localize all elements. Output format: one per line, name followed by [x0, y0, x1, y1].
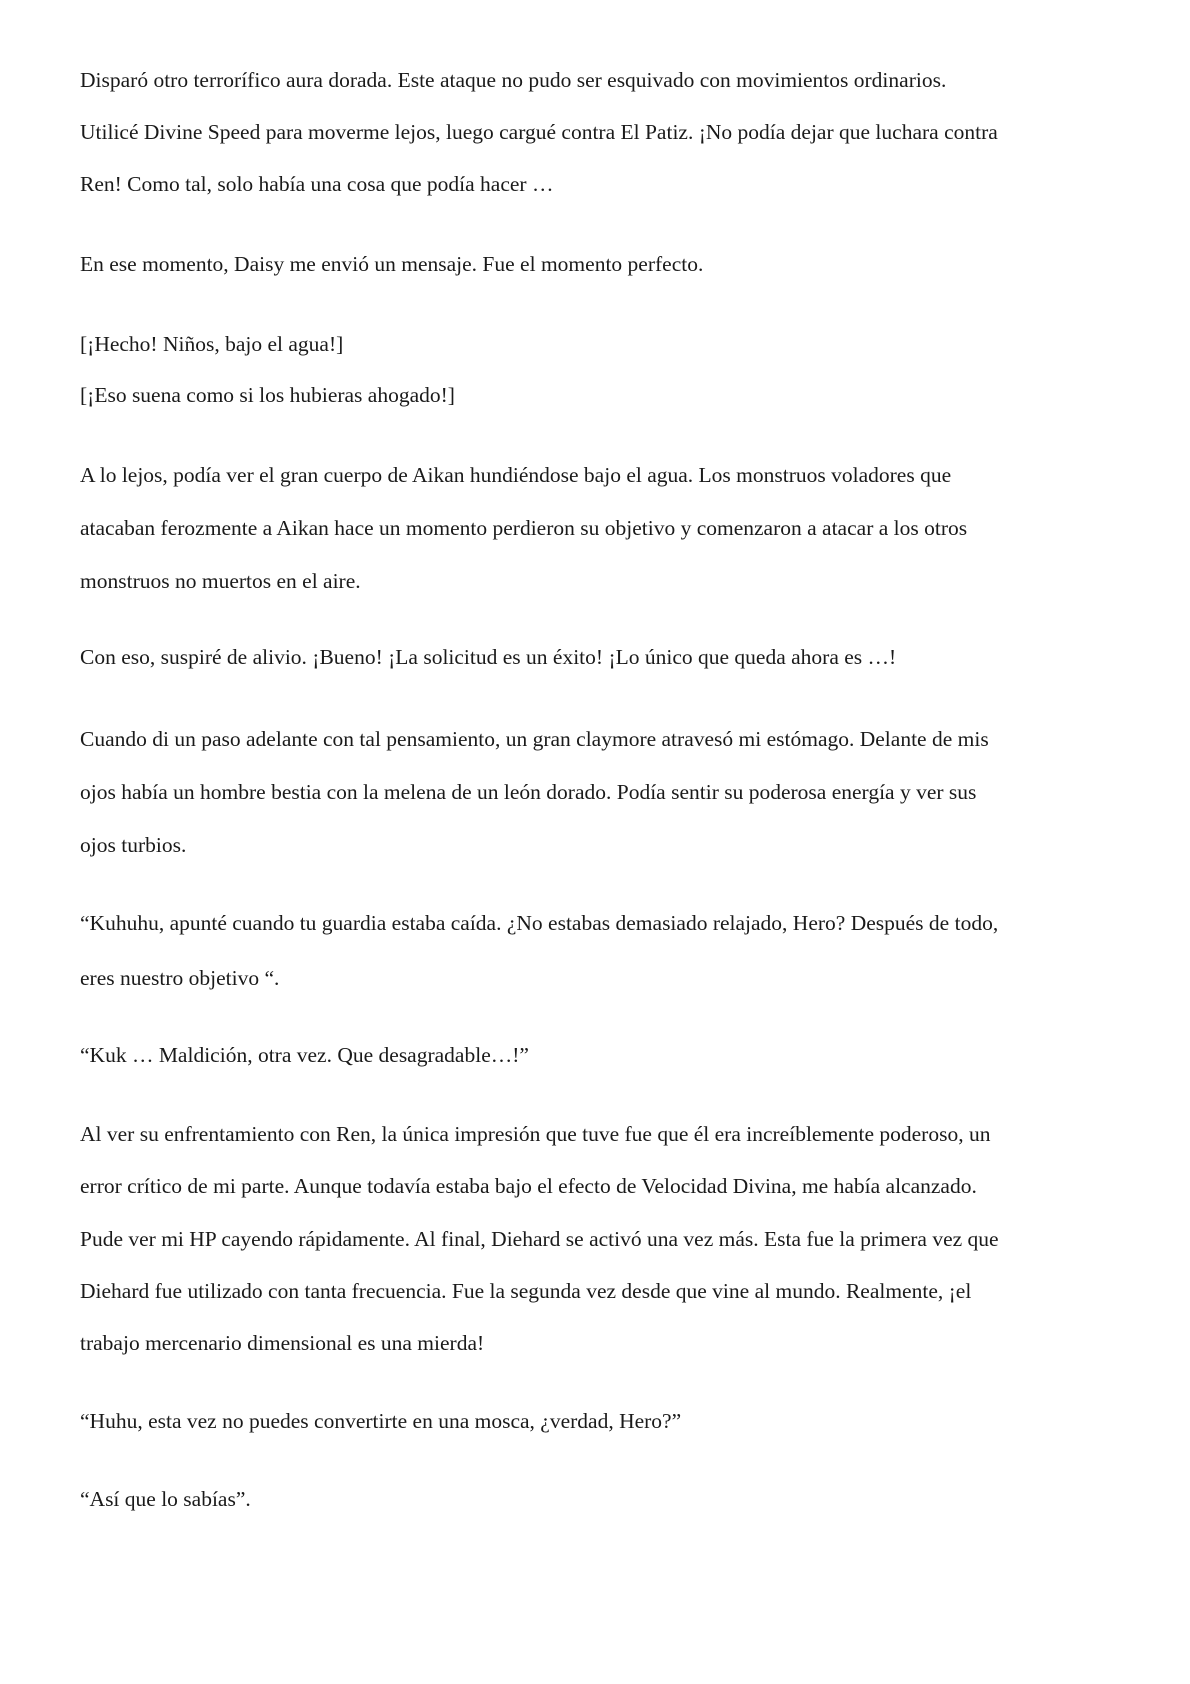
- text-line: Cuando di un paso adelante con tal pensamiento, un gran claymore atravesó mi estómago. Delante de mis: [80, 727, 989, 751]
- text-line: Con eso, suspiré de alivio. ¡Bueno! ¡La solicitud es un éxito! ¡Lo único que queda ahora es …!: [80, 645, 897, 669]
- text-line: eres nuestro objetivo “.: [80, 966, 280, 990]
- text-line: ojos había un hombre bestia con la melena de un león dorado. Podía sentir su poderosa energía y ver sus: [80, 780, 977, 804]
- text-line: Utilicé Divine Speed para moverme lejos, luego cargué contra El Patiz. ¡No podía dejar que luchara contra: [80, 120, 998, 144]
- text-line: “Kuk … Maldición, otra vez. Que desagradable…!”: [80, 1043, 529, 1067]
- text-line: A lo lejos, podía ver el gran cuerpo de Aikan hundiéndose bajo el agua. Los monstruos voladores que: [80, 463, 952, 487]
- text-line: En ese momento, Daisy me envió un mensaje. Fue el momento perfecto.: [80, 252, 704, 276]
- text-line: Ren! Como tal, solo había una cosa que podía hacer …: [80, 172, 554, 196]
- text-line: error crítico de mi parte. Aunque todavía estaba bajo el efecto de Velocidad Divina, me había alcanzado.: [80, 1174, 977, 1198]
- text-line: “Kuhuhu, apunté cuando tu guardia estaba caída. ¿No estabas demasiado relajado, Hero? Después de todo,: [80, 911, 999, 935]
- text-line: [¡Hecho! Niños, bajo el agua!]: [80, 332, 344, 356]
- text-line: monstruos no muertos en el aire.: [80, 569, 361, 593]
- text-line: ojos turbios.: [80, 833, 187, 857]
- text-line: Diehard fue utilizado con tanta frecuencia. Fue la segunda vez desde que vine al mundo. Realmente, ¡el: [80, 1279, 972, 1303]
- text-line: trabajo mercenario dimensional es una mierda!: [80, 1331, 485, 1355]
- text-line: Pude ver mi HP cayendo rápidamente. Al final, Diehard se activó una vez más. Esta fue la primera vez que: [80, 1227, 999, 1251]
- text-line: “Así que lo sabías”.: [80, 1487, 251, 1511]
- text-line: Disparó otro terrorífico aura dorada. Este ataque no pudo ser esquivado con movimientos ordinarios.: [80, 68, 947, 92]
- text-line: [¡Eso suena como si los hubieras ahogado!]: [80, 383, 455, 407]
- text-line: “Huhu, esta vez no puedes convertirte en una mosca, ¿verdad, Hero?”: [80, 1409, 682, 1433]
- text-line: atacaban ferozmente a Aikan hace un momento perdieron su objetivo y comenzaron a atacar a los otros: [80, 516, 968, 540]
- text-line: Al ver su enfrentamiento con Ren, la única impresión que tuve fue que él era increíblemente poderoso, un: [80, 1122, 991, 1146]
